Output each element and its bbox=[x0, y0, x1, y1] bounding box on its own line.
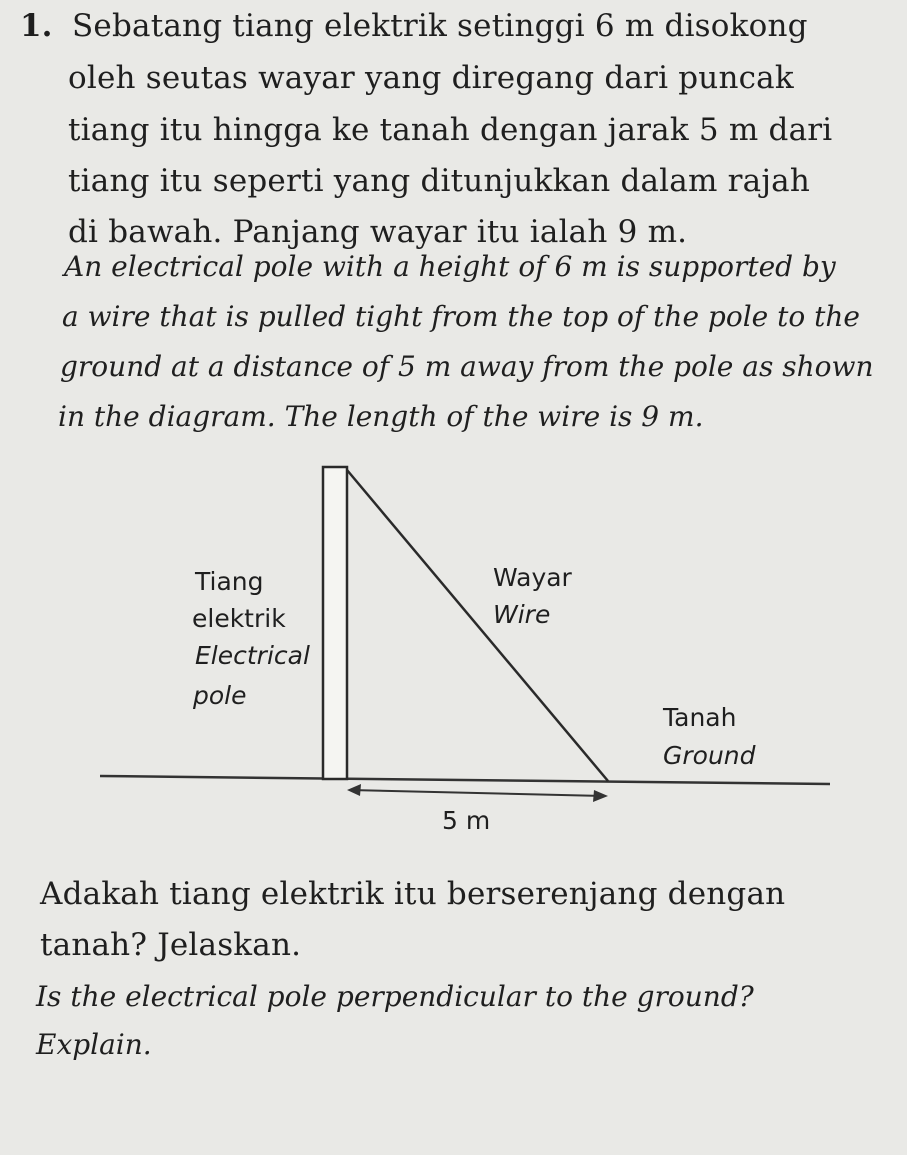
pole-label-malay-2: elektrik bbox=[192, 604, 286, 633]
malay-line-3: tiang itu hingga ke tanah dengan jarak 5 m dari bbox=[68, 112, 833, 148]
pole-label-english-1: Electrical bbox=[195, 641, 310, 670]
english-line-1: An electrical pole with a height of 6 m is supported by bbox=[64, 250, 836, 283]
arrow-head-right bbox=[593, 790, 608, 802]
sub-malay-line-1: Adakah tiang elektrik itu berserenjang dengan bbox=[40, 876, 786, 912]
sub-english-line-2: Explain. bbox=[36, 1028, 152, 1061]
english-line-4: in the diagram. The length of the wire is 9 m. bbox=[58, 400, 704, 433]
malay-line-4: tiang itu seperti yang ditunjukkan dalam rajah bbox=[68, 163, 810, 199]
sub-english-line-1: Is the electrical pole perpendicular to the ground? bbox=[36, 980, 754, 1013]
pole-label-english-2: pole bbox=[193, 681, 247, 710]
wire-line bbox=[347, 470, 608, 781]
distance-label: 5 m bbox=[442, 806, 491, 835]
arrow-head-left bbox=[347, 784, 361, 796]
distance-arrow bbox=[350, 790, 604, 796]
wire-label-malay: Wayar bbox=[493, 563, 572, 592]
malay-line-5: di bawah. Panjang wayar itu ialah 9 m. bbox=[68, 214, 688, 250]
question-number: 1. bbox=[20, 8, 53, 44]
ground-line bbox=[100, 776, 830, 784]
electrical-pole bbox=[323, 467, 347, 779]
ground-label-english: Ground bbox=[663, 741, 756, 770]
ground-label-malay: Tanah bbox=[663, 703, 737, 732]
english-line-3: ground at a distance of 5 m away from the pole as shown bbox=[60, 350, 874, 383]
sub-malay-line-2: tanah? Jelaskan. bbox=[40, 927, 302, 963]
pole-label-malay-1: Tiang bbox=[195, 567, 264, 596]
malay-line-1: Sebatang tiang elektrik setinggi 6 m disokong bbox=[72, 8, 808, 44]
malay-line-2: oleh seutas wayar yang diregang dari puncak bbox=[68, 60, 794, 96]
english-line-2: a wire that is pulled tight from the top of the pole to the bbox=[62, 300, 860, 333]
wire-label-english: Wire bbox=[493, 600, 551, 629]
